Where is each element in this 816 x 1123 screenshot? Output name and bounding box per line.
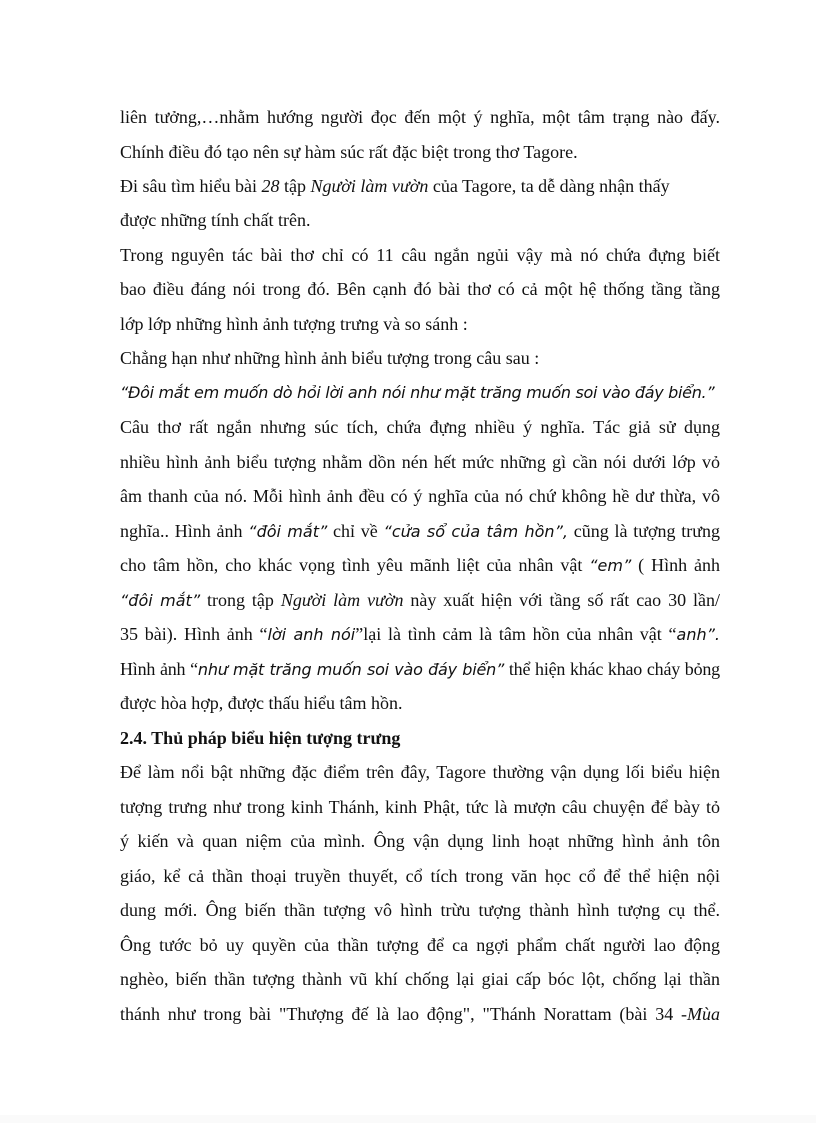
book-title: Người làm vườn bbox=[280, 590, 404, 610]
text-line: nhiều hình ảnh biểu tượng nhằm dồn nén hết mức những gì cần nói dưới lớp vỏ bbox=[120, 452, 720, 472]
text-line: ý kiến và quan niệm của mình. Ông vận dụng linh hoạt những hình ảnh tôn bbox=[120, 831, 720, 851]
text-span: chỉ về bbox=[327, 521, 384, 541]
text-span: của Tagore, ta dễ dàng nhận thấy bbox=[428, 176, 670, 196]
text-line bbox=[120, 174, 720, 198]
text-line: bao điều đáng nói trong đó. Bên cạnh đó bài thơ có cả một hệ thống tầng tầng bbox=[120, 279, 720, 299]
text-line: Chính điều đó tạo nên sự hàm súc rất đặc biệt trong thơ Tagore. bbox=[120, 142, 578, 162]
text-line: giáo, kể cả thần thoại truyền thuyết, cổ tích trong văn học cổ để thể hiện nội bbox=[120, 866, 720, 886]
text-line bbox=[120, 588, 720, 613]
text-span: này xuất hiện với tầng số rất cao 30 lần/ bbox=[403, 590, 720, 610]
text-span: ( Hình ảnh bbox=[631, 555, 720, 575]
section-heading: 2.4. Thủ pháp biểu hiện tượng trưng bbox=[120, 728, 401, 748]
quote-span: lời anh nói bbox=[267, 625, 356, 644]
book-title: Người làm vườn bbox=[310, 176, 429, 196]
text-span: ”lại là tình cảm là tâm hồn của nhân vật “ bbox=[355, 624, 677, 644]
text-span: nghĩa.. Hình ảnh bbox=[120, 521, 249, 541]
text-span: thánh như trong bài "Thượng đế là lao động", "Thánh Norattam (bài 34 - bbox=[120, 1004, 687, 1024]
text-span: cũng là tượng trưng bbox=[567, 521, 721, 541]
text-span: trong tập bbox=[200, 590, 281, 610]
text-span: tập bbox=[279, 176, 311, 196]
text-line: được hòa hợp, được thấu hiểu tâm hồn. bbox=[120, 693, 403, 713]
book-title: Mùa bbox=[687, 1004, 720, 1024]
text-line: được những tính chất trên. bbox=[120, 210, 311, 230]
text-span: cho tâm hồn, cho khác vọng tình yêu mãnh liệt của nhân vật bbox=[120, 555, 590, 575]
text-line: Ông tước bỏ uy quyền của thần tượng để ca ngợi phẩm chất người lao động bbox=[120, 935, 720, 955]
text-line: dung mới. Ông biến thần tượng vô hình trừu tượng thành hình tượng cụ thể. bbox=[120, 900, 720, 920]
quote-span: “cửa sổ của tâm hồn”, bbox=[383, 522, 568, 541]
quote-span: như mặt trăng muốn soi vào đáy biển” bbox=[197, 660, 505, 679]
text-line bbox=[120, 519, 720, 544]
quote-span: “đôi mắt” bbox=[248, 522, 328, 541]
text-line: Để làm nổi bật những đặc điểm trên đây, Tagore thường vận dụng lối biểu hiện bbox=[120, 762, 720, 782]
text-line bbox=[120, 622, 720, 647]
text-line: nghèo, biến thần tượng thành vũ khí chống lại giai cấp bóc lột, chống lại thần bbox=[120, 969, 720, 989]
text-span: Đi sâu tìm hiểu bài bbox=[120, 176, 262, 196]
text-span: 35 bài). Hình ảnh “ bbox=[120, 624, 268, 644]
text-line: liên tưởng,…nhằm hướng người đọc đến một ý nghĩa, một tâm trạng nào đấy. bbox=[120, 107, 720, 127]
quote-span: “đôi mắt” bbox=[120, 591, 201, 610]
page-bottom-edge bbox=[0, 1115, 816, 1123]
text-line: tượng trưng như trong kinh Thánh, kinh Phật, tức là mượn câu chuyện để bày tỏ bbox=[120, 797, 720, 817]
poem-quote: “Đôi mắt em muốn dò hỏi lời anh nói như mặt trăng muốn soi vào đáy biển.” bbox=[120, 383, 715, 402]
text-span: thể hiện khác khao cháy bỏng bbox=[504, 659, 720, 679]
text-span: Hình ảnh “ bbox=[120, 659, 198, 679]
emphasis: 28 bbox=[261, 176, 280, 196]
text-line: Trong nguyên tác bài thơ chỉ có 11 câu ngắn ngủi vậy mà nó chứa đựng biết bbox=[120, 245, 720, 265]
text-line: Chẳng hạn như những hình ảnh biểu tượng trong câu sau : bbox=[120, 348, 540, 368]
text-line: lớp lớp những hình ảnh tượng trưng và so sánh : bbox=[120, 314, 468, 334]
quote-span: “em” bbox=[589, 556, 632, 575]
text-line: âm thanh của nó. Mỗi hình ảnh đều có ý nghĩa của nó chứ không hề dư thừa, vô bbox=[120, 486, 720, 506]
text-line bbox=[120, 553, 720, 578]
text-line bbox=[120, 657, 720, 682]
quote-span: anh”. bbox=[676, 625, 720, 644]
text-line: Câu thơ rất ngắn nhưng súc tích, chứa đựng nhiều ý nghĩa. Tác giả sử dụng bbox=[120, 417, 720, 437]
text-line bbox=[120, 1002, 720, 1026]
